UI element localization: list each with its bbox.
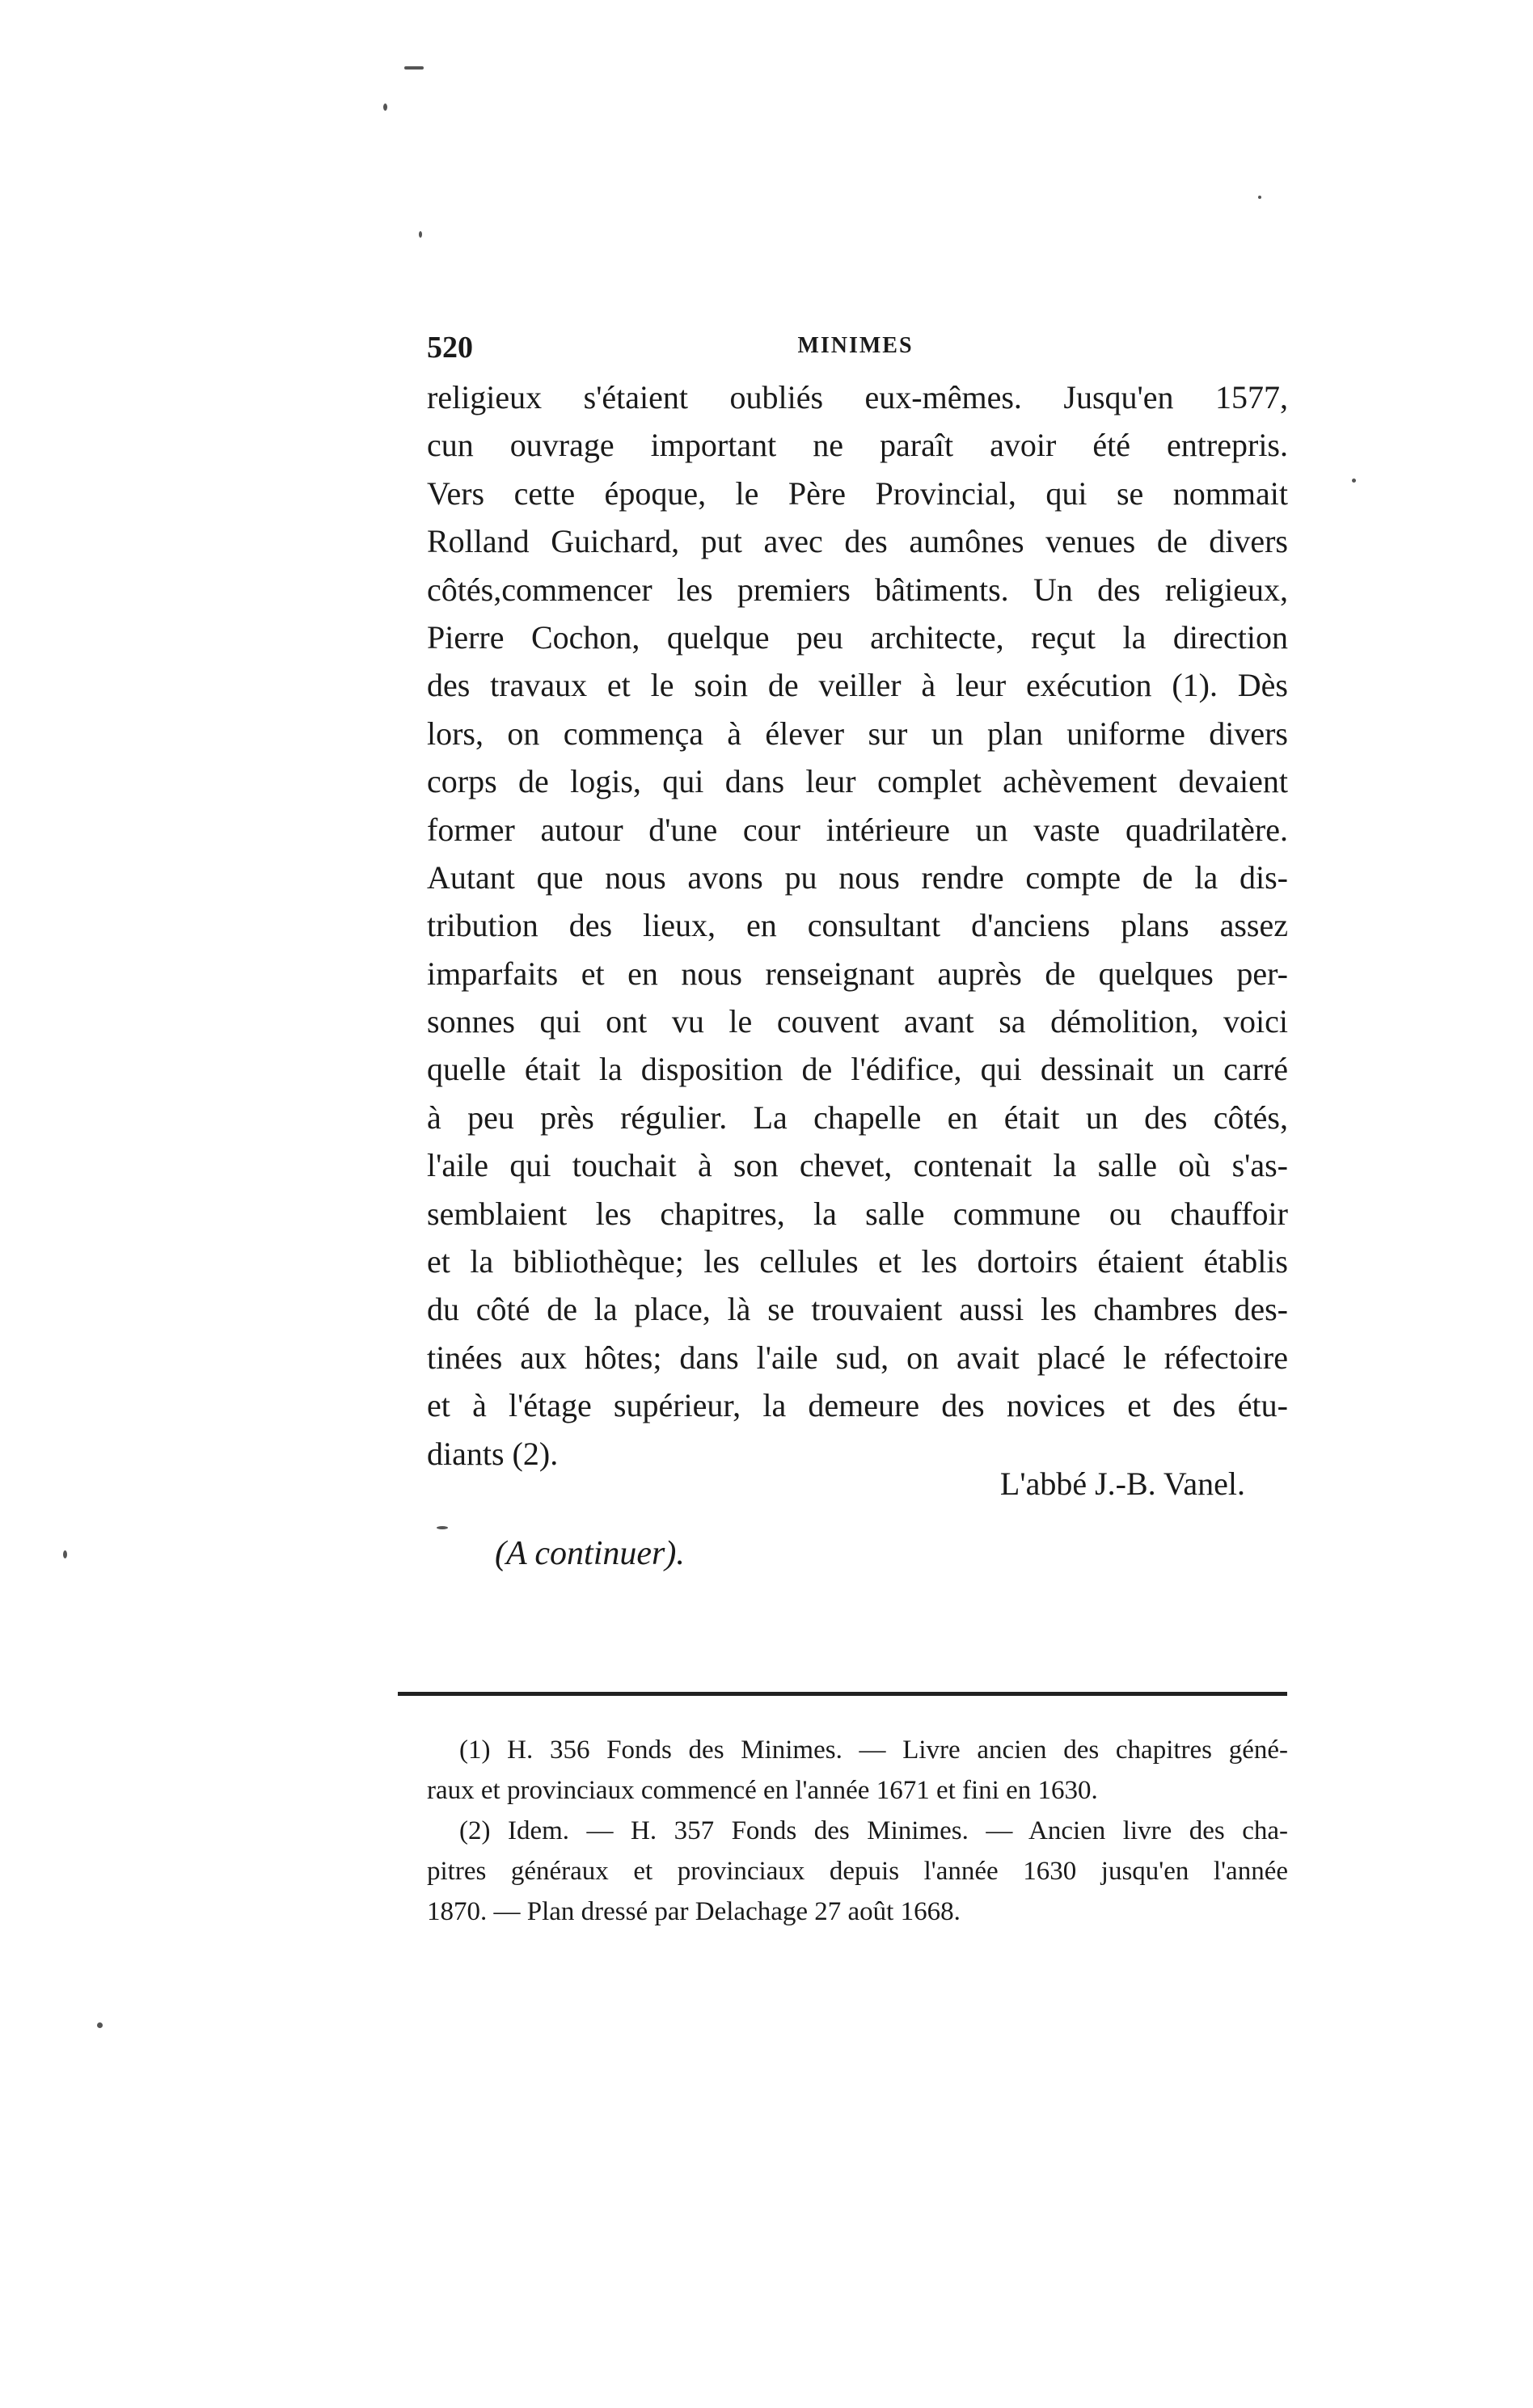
footnotes — [427, 1730, 1288, 1932]
body-line: cun ouvrage important ne paraît avoir été entrepris. — [427, 427, 1288, 464]
footnote-line: (1) H. 356 Fonds des Minimes. — Livre ancien des chapitres géné- — [459, 1735, 1288, 1765]
body-line: lors, on commença à élever sur un plan uniforme divers — [427, 715, 1288, 752]
body-line: à peu près régulier. La chapelle en était un des côtés, — [427, 1099, 1288, 1136]
running-head: MINIMES — [797, 333, 914, 358]
body-line: diants (2). — [427, 1435, 559, 1472]
scan-speck — [437, 1526, 448, 1529]
body-line: Vers cette époque, le Père Provincial, qui se nommait — [427, 474, 1288, 512]
scan-speck — [419, 231, 422, 238]
body-line: et à l'étage supérieur, la demeure des novices et des étu- — [427, 1387, 1288, 1424]
page-number: 520 — [427, 331, 473, 365]
scan-speck — [404, 66, 424, 70]
footnote-divider — [398, 1692, 1287, 1696]
scan-speck — [1352, 479, 1356, 483]
body-line: Autant que nous avons pu nous rendre compte de la dis- — [427, 858, 1288, 896]
page-header — [427, 330, 1284, 367]
scan-speck — [1258, 196, 1261, 199]
body-line: tinées aux hôtes; dans l'aile sud, on avait placé le réfectoire — [427, 1339, 1288, 1376]
body-line: religieux s'étaient oubliés eux-mêmes. Jusqu'en 1577, — [427, 379, 1288, 415]
body-line: l'aile qui touchait à son chevet, contenait la salle où s'as- — [427, 1147, 1288, 1184]
author-signature: L'abbé J.-B. Vanel. — [999, 1465, 1245, 1502]
scan-speck — [383, 103, 387, 111]
body-line: Rolland Guichard, put avec des aumônes venues de divers — [427, 523, 1288, 560]
body-line: corps de logis, qui dans leur complet achèvement devaient — [427, 763, 1288, 800]
footnote-line: 1870. — Plan dressé par Delachage 27 août 1668. — [427, 1897, 961, 1926]
body-line: semblaient les chapitres, la salle commune ou chauffoir — [427, 1195, 1288, 1232]
body-line: des travaux et le soin de veiller à leur exécution (1). Dès — [427, 667, 1288, 704]
footnote-line: pitres généraux et provinciaux depuis l'année 1630 jusqu'en l'année — [427, 1857, 1288, 1886]
body-line: sonnes qui ont vu le couvent avant sa démolition, voici — [427, 1003, 1288, 1040]
footnote-line: raux et provinciaux commencé en l'année 1671 et fini en 1630. — [427, 1776, 1098, 1805]
body-line: former autour d'une cour intérieure un vaste quadrilatère. — [427, 811, 1288, 848]
body-line: et la bibliothèque; les cellules et les dortoirs étaient établis — [427, 1243, 1288, 1280]
continuation-note: (A continuer). — [495, 1535, 685, 1572]
body-line: imparfaits et en nous renseignant auprès de quelques per- — [427, 955, 1288, 992]
body-line: tribution des lieux, en consultant d'anciens plans assez — [427, 907, 1288, 944]
scan-speck — [97, 2022, 103, 2028]
body-line: du côté de la place, là se trouvaient aussi les chambres des- — [427, 1291, 1288, 1328]
body-text — [427, 373, 1288, 1478]
scan-speck — [63, 1550, 67, 1558]
body-line: Pierre Cochon, quelque peu architecte, reçut la direction — [427, 618, 1288, 656]
body-line: quelle était la disposition de l'édifice, qui dessinait un carré — [427, 1051, 1288, 1088]
body-line: côtés,commencer les premiers bâtiments. Un des religieux, — [427, 571, 1288, 608]
footnote-line: (2) Idem. — H. 357 Fonds des Minimes. — Ancien livre des cha- — [459, 1816, 1288, 1845]
